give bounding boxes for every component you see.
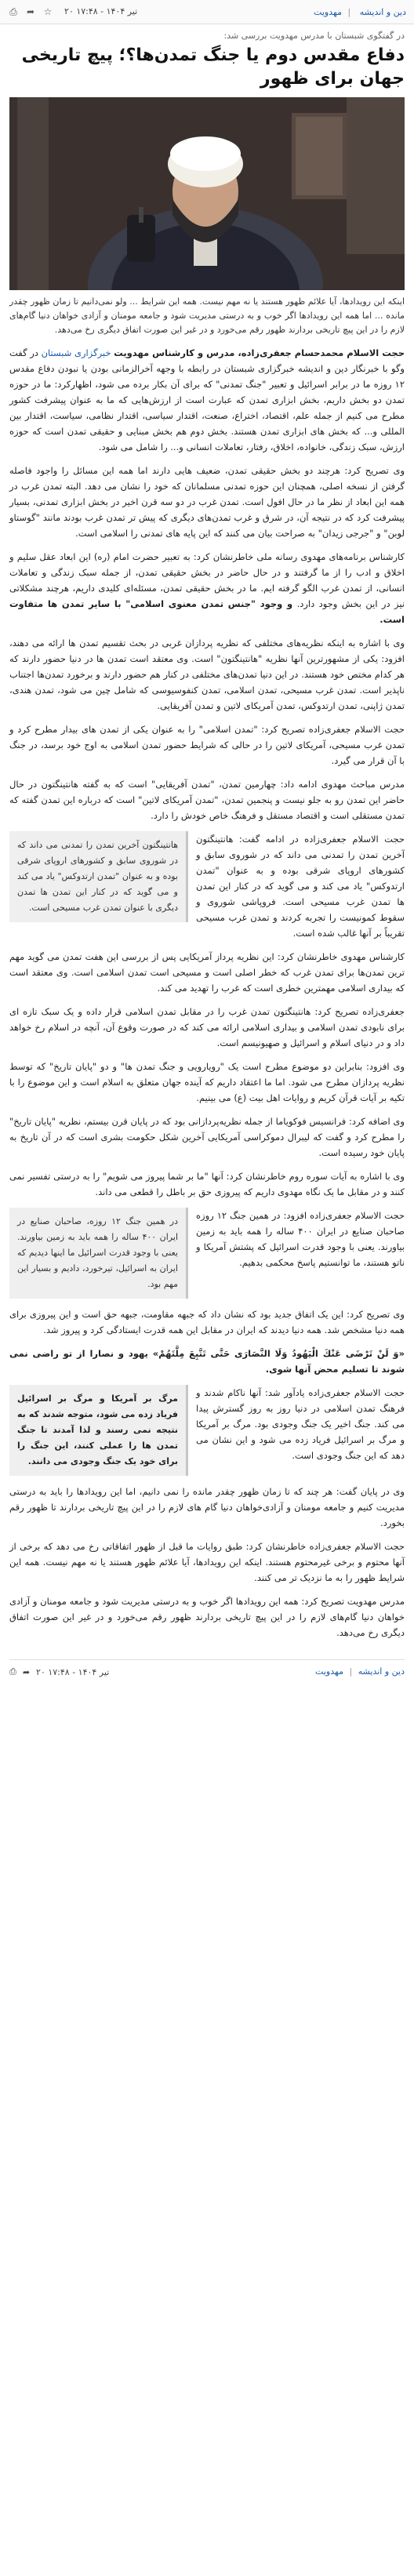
- publish-date: ۲۰ تیر ۱۴۰۴ - ۱۷:۴۸: [64, 6, 138, 16]
- quran-verse: «وَ لَنْ تَرْضَى عَنْكَ الْيَهُودُ وَلَا النَّصَارَى حَتَّى تَتَّبِعَ مِلَّتَهُمْ» یهود و نصارا از تو راضی نمی شوند تا تسلیم محض آنها شوی.: [9, 1348, 405, 1375]
- paragraph: وی در پایان گفت: هر چند که تا زمان ظهور چقدر مانده را نمی دانیم، اما این رویدادها را باید به درستی مدیریت کنیم و جامعه مومنان و آزادی‌خواهان دنیا گام های لازم را در این پیچ تاریخی بردارند تا ظهور رقم بخورد.: [9, 1486, 405, 1528]
- share-tools: [8, 6, 137, 17]
- quote-row: [9, 1385, 405, 1476]
- quote-row: [9, 1208, 405, 1299]
- paragraph-text: در گفت وگو با خبرنگار دین و اندیشه خبرگزاری شبستان در رابطه با وجهه آخرالزمانی بودن یا نبودن دفاع مقدس ۱۲ روزه ما در برابر اسرائیل و تعبیر "جنگ تمدنی" که برای آن بکار برده می شود، اظهارکرد: ما در حوزه تمدن دو بخش داریم، بخش ابزاری تمدن که عبارت است از ارزش‌هایی که ما به عنوان پیشرفت کشور مطرح می کنیم از جمله علم، اقتصاد، اختراع، صنعت، اقتدار سیاسی، اقتدار نظامی، سیاست، اقتدار بین المللی و... که بخش های ابزاری تمدن هستند. بخش دوم هم بخش مبنایی و حقیقی تمدن است که حوزه ارزش، سبک زندگی، خانواده، اخلاق، رفتار، تعاملات انسانی و... را شامل می شود.: [9, 347, 405, 452]
- breadcrumb-item-religion[interactable]: دین و اندیشه: [358, 1666, 405, 1677]
- paragraph: مدرس مباحث مهدوی ادامه داد: چهارمین تمدن، "تمدن آفریقایی" است که به گفته هانتینگتون در حال حاضر این تمدن رو به جلو نیست و پنجمین تمدن، "تمدن آمریکای لاتین" است که درباره این تمدن گفته که تمدن مستقلی است و اقتصاد مستقل و فرهنگ خاص خودش را دارد.: [9, 779, 405, 821]
- share-icon[interactable]: ➦: [26, 6, 35, 17]
- pull-quote: در همین جنگ ۱۲ روزه، صاحبان صنایع در ایران ۴۰۰ ساله را همه باید به زمین بیاورند. یعنی با وجود قدرت اسرائیل ما اینها دیدیم که ایران به اسرائیل، تیرخورد، دادیم و بسیار این مهم بود.: [9, 1208, 188, 1299]
- pull-quote: مرگ بر آمریکا و مرگ بر اسرائیل فریاد زده می شود، متوجه شدند که به نتیجه نمی رسند و لذا آمدند تا جنگ تمدن ها را عملی کنند، این جنگ را برای خود یک جنگ وجودی می دانند.: [9, 1385, 188, 1476]
- quote-row: [9, 831, 405, 941]
- breadcrumb-item-mahdaviat[interactable]: مهدویت: [314, 6, 342, 17]
- cleric-speaker-illustration: [9, 97, 405, 290]
- paragraph: حجت الاسلام جعفری‌زاده در ادامه گفت: هانتینگتون آخرین تمدن را تمدنی می داند که در شوروی سابق و کشورهای اروپای شرقی بوده و به عنوان "تمدن ارتدوکس" یاد می کند و می گوید که در کنار این تمدن ها تمدن غرب مسیحی است. فروپاشی شوروی و سقوط کمونیست را تجربه کردند و تمدن غرب مسیحی تقریباً بر آنها غالب شده است.: [196, 834, 405, 939]
- print-icon[interactable]: ⎙: [9, 6, 17, 17]
- news-agency-link[interactable]: خبرگزاری شبستان: [41, 347, 111, 358]
- footer-date: ۲۰ تیر ۱۴۰۴ - ۱۷:۴۸: [36, 1666, 110, 1677]
- paragraph: حجت الاسلام جعفری‌زاده افزود: در همین جنگ ۱۲ روزه صاحبان صنایع در ایران ۴۰۰ ساله را همه باید به زمین بیاورند. یعنی با وجود قدرت اسرائیل که پشتش آمریکا و ناتو هستند، ما توانستیم پاسخ محکمی بدهیم.: [196, 1210, 405, 1268]
- paragraph: وی افزود: بنابراین دو موضوع مطرح است یک "رویارویی و جنگ تمدن ها" و دو "پایان تاریخ" که توسط نظریه پردازان مطرح می شود. اما ما اعتقاد داریم که آینده جهان متعلق به اسلام است و این موضوع را با تکیه بر آیات قرآن کریم و روایات اهل بیت (ع) می بینیم.: [9, 1061, 405, 1103]
- pull-quote: هانتینگتون آخرین تمدن را تمدنی می داند که در شوروی سابق و کشورهای اروپای شرقی بوده و به عنوان "تمدن ارتدوکس" یاد می کند و می گوید که در کنار این تمدن ها تمدن دیگری با عنوان تمدن غرب مسیحی است.: [9, 831, 188, 922]
- source-line: در گفتگوی شبستان با مدرس مهدویت بررسی شد:: [223, 31, 405, 41]
- paragraph: مدرس مهدویت تصریح کرد: همه این رویدادها اگر خوب و به درستی مدیریت شود و جامعه مومنان و آزادی خواهان دنیا گام‌های لازم را در این پیچ تاریخی بردارند ظهور رقم می‌خورد و در غیر این صورت اتفاق دیگری رخ می‌دهد.: [9, 1596, 405, 1638]
- breadcrumb: [310, 7, 406, 17]
- share-icon[interactable]: ➦: [22, 1666, 31, 1677]
- paragraph: [9, 345, 405, 455]
- paragraph: حجت الاسلام جعفری‌زاده خاطرنشان کرد: طبق روایات ما قبل از ظهور اتفاقاتی رخ می دهد که برخی از آنها محتوم و برخی غیرمحتوم هستند. اینکه این رویدادها، آیا علائم ظهور هستند یا نه مهم نیست. همه این شرایط ظهور را به ما نزدیک تر می کنند.: [9, 1541, 405, 1583]
- paragraph: وی تصریح کرد: هرچند دو بخش حقیقی تمدن، ضعیف هایی دارند اما همه این مسائل را واجود فاصله گرفتن از نسخه اصلی، همچنان این حوزه تمدنی مسلمانان که خود را نشان می دهد. البته تمدن غرب در همه این ابعاد از نظر ما در حال افول است. تمدن غرب در دو سه قرن اخیر در بخش ابزاری تمدنی، بسیار پیشرفت کرد که در نتیجه آن، در شرق و غرب تمدن‌های دیگری که پیش تر تمدن غرب بودند مانند "گوستاو لوبن" و "جرجی زیدان" به صراحت بیان می کنند که این پایه های تمدنی را اسلامی است.: [9, 465, 405, 539]
- article-title: دفاع مقدس دوم یا جنگ تمدن‌ها؟؛ پیچ تاریخی جهان برای ظهور: [21, 45, 405, 89]
- breadcrumb-item-religion[interactable]: دین و اندیشه: [359, 6, 406, 17]
- footer-breadcrumb: [315, 1666, 405, 1677]
- emphasis-text: و وجود "جنس تمدن معنوی اسلامی" با سایر تمدن ها متفاوت است.: [9, 598, 405, 625]
- print-icon[interactable]: ⎙: [9, 1666, 16, 1677]
- paragraph: حجت الاسلام جعفری‌زاده تصریح کرد: "تمدن اسلامی" را به عنوان یکی از تمدن های بیدار مطرح کرد و تمدن غرب مسیحی، آمریکای لاتین را در حالی که شرایط حضور تمدن اسلامی به اوج خود برسد، در جنگ با آن قرار می گیرد.: [9, 724, 405, 766]
- paragraph: وی تصریح کرد: این یک اتفاق جدید بود که نشان داد که جبهه مقاومت، جبهه حق است و این پیروزی برای همه دنیا مشخص شد. همه دنیا دیدند که ایران در مقابل این همه قدرت ایستادگی کرد و پیروز شد.: [9, 1309, 405, 1335]
- footer-tools: [9, 1666, 109, 1677]
- top-bar: [0, 0, 414, 24]
- paragraph: وی با اشاره به اینکه نظریه‌های مختلفی که نظریه پردازان غربی در بحث تقسیم تمدن ها ارائه می دهند، افزود: یکی از مشهورترین آنها نظریه "هانتینگتون" است. وی معتقد است تمدن ها در دنیا حضور دارند که هر کدام مختص خود هستند. در این دنیا تمدن‌های مختلفی در کنار هم حضور دارند و برخورد تمدن‌ها اجتناب ناپذیر است. تمدن غرب مسیحی، تمدن اسلامی، تمدن کنفوسیوسی که شامل چین می شود، تمدن هندی، تمدن ژاپنی، تمدن ارتدوکس، تمدن آمریکای لاتین و تمدن آفریقایی.: [9, 638, 405, 711]
- lead-paragraph: اینکه این رویدادها، آیا علائم ظهور هستند یا نه مهم نیست. همه این شرایط ... ولو نمی‌دانیم تا زمان ظهور چقدر مانده ... اما همه این رویدادها اگر خوب و به درستی مدیریت شود و جامعه مومنان و آزادی خواهان دنیا گام‌های لازم را در این پیچ تاریخی بردارند ظهور رقم می‌خورد و در غیر این صورت اتفاق دیگری رخ می‌دهد.: [9, 296, 405, 335]
- footer-bar: [9, 1659, 405, 1684]
- speaker-name: حجت الاسلام محمدحسام جعفری‌زاده، مدرس و کارشناس مهدویت: [114, 347, 405, 358]
- paragraph: وی اضافه کرد: فرانسیس فوکویاما از جمله نظریه‌پردازانی بود که در پایان قرن بیستم، نظریه "پایان تاریخ" را مطرح کرد و گفت که لیبرال دموکراسی آمریکایی آخرین شکل حکومت بشری است که در آن تاریخ به پایان خود رسیده است.: [9, 1116, 405, 1158]
- paragraph: کارشناس مهدوی خاطرنشان کرد: این نظریه پرداز آمریکایی پس از بررسی این هفت تمدن می گوید مهم ترین تمدن‌ها برای تمدن غرب که خطر اصلی است و مسیحی است تمدن اسلامی است. وی معتقد است که بیداری اسلامی مهمترین خطری است که غرب را تهدید می کند.: [9, 951, 405, 994]
- paragraph: [9, 549, 405, 627]
- breadcrumb-item-mahdaviat[interactable]: مهدویت: [315, 1666, 343, 1677]
- paragraph-text: کارشناس برنامه‌های مهدوی رسانه ملی خاطرنشان کرد: به تعبیر حضرت امام (ره) این ابعاد عقل سلیم و اخلاق و ادب را از ما گرفتند و در حال حاضر در بخش حقیقی تمدن، از جمله سبک زندگی و تعاملات انسانی، از تمدن غرب الگو گرفته ایم. ما در بخش حقیقی تمدن، مسئله‌ای کلیدی داریم، هرچند مشکلاتی نیز در این بخش وجود دارد.: [9, 551, 405, 609]
- paragraph: جعفری‌زاده تصریح کرد: هانتینگتون تمدن غرب را در مقابل تمدن اسلامی قرار داده و یک سبک تازه ای برای نابودی تمدن اسلامی و بیداری اسلامی ارائه می کند که در صورت وقوع آن، آنچه در اسلام رخ خواهد داد و در دنیای اسلام و اسرائیل و صهیونیسم است.: [9, 1006, 405, 1048]
- breadcrumb-separator: |: [349, 1666, 353, 1677]
- paragraph: وی با اشاره به آیات سوره روم خاطرنشان کرد: آنها "ما بر شما پیروز می شویم" را به درستی تفسیر نمی کنند و در مقابل ما یک نگاه مهدوی داریم که پیروزی حق بر باطل را قطعی می داند.: [9, 1171, 405, 1197]
- hero-image: [9, 97, 405, 290]
- breadcrumb-separator: |: [347, 6, 351, 17]
- article-body: [0, 342, 414, 1651]
- paragraph: حجت الاسلام جعفری‌زاده یادآور شد: آنها ناکام شدند و فرهنگ تمدن اسلامی در دنیا روز به روز گسترش پیدا می کند. جنگ اخیر یک جنگ وجودی بود. مرگ بر آمریکا و مرگ بر اسرائیل فریاد زده می شود و این نشان می دهد که این جنگ وجودی است.: [196, 1387, 405, 1461]
- star-icon[interactable]: ☆: [43, 6, 53, 17]
